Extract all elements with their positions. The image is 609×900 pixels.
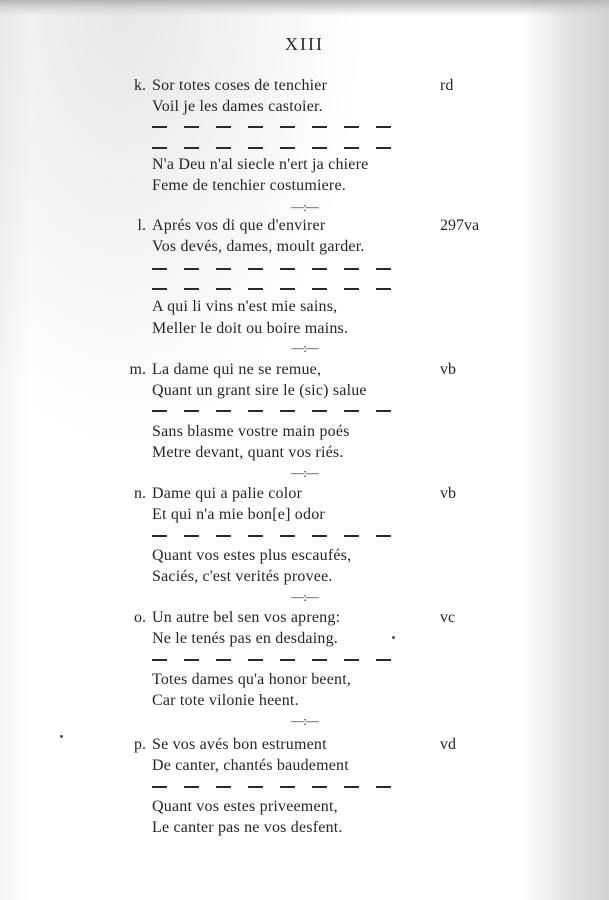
verse-line: La dame qui ne se remue, (152, 361, 322, 378)
stanza-label: l. (137, 217, 146, 234)
stanza-separator: —:— (291, 465, 318, 480)
verse-line: Le canter pas ne vos desfent. (152, 819, 343, 836)
manuscript-reference: 297va (440, 217, 480, 234)
paper-speck (392, 636, 395, 639)
verse-line: Et qui n'a mie bon[e] odor (152, 506, 325, 523)
manuscript-reference: vd (440, 736, 456, 753)
verse-line: Feme de tenchier costumiere. (152, 177, 346, 194)
paper-speck (60, 735, 63, 738)
verse-line: A qui li vins n'est mie sains, (152, 298, 338, 315)
stanza-label: o. (134, 609, 146, 626)
stanza-separator: —:— (291, 340, 318, 355)
verse-line: Se vos avés bon estrument (152, 736, 327, 753)
stanza-separator: —:— (291, 713, 318, 728)
page-number: XIII (285, 34, 324, 54)
verse-line: Quant vos estes priveement, (152, 798, 338, 815)
scan-shadow-right (549, 0, 609, 900)
manuscript-reference: vb (440, 361, 456, 378)
verse-line: Sans blasme vostre main poés (152, 423, 350, 440)
manuscript-reference: rd (440, 77, 454, 94)
verse-line: Vos devés, dames, moult garder. (152, 238, 365, 255)
verse-line: Totes dames qu'a honor beent, (152, 671, 352, 688)
verse-line: Sor totes coses de tenchier (152, 77, 328, 94)
stanza-label: n. (134, 485, 146, 502)
lacuna-dashes (152, 410, 408, 412)
verse-line: Saciés, c'est verités provee. (152, 568, 333, 585)
lacuna-dashes (152, 126, 408, 128)
lacuna-dashes (152, 147, 408, 149)
verse-line: Car tote vilonie heent. (152, 692, 299, 709)
verse-line: Meller le doit ou boire mains. (152, 320, 349, 337)
lacuna-dashes (152, 659, 408, 661)
stanza-label: m. (129, 361, 146, 378)
scan-shadow-top (0, 0, 609, 16)
verse-line: Quant vos estes plus escaufés, (152, 547, 352, 564)
verse-line: Dame qui a palie color (152, 485, 303, 502)
lacuna-dashes (152, 535, 408, 537)
verse-line: Quant un grant sire le (sic) salue (152, 382, 367, 399)
verse-line: Metre devant, quant vos riés. (152, 444, 344, 461)
lacuna-dashes (152, 288, 408, 290)
manuscript-reference: vb (440, 485, 456, 502)
verse-line: Ne le tenés pas en desdaing. (152, 630, 338, 647)
stanza-separator: —:— (291, 589, 318, 604)
stanza-label: p. (134, 736, 146, 753)
verse-line: Un autre bel sen vos apreng: (152, 609, 341, 626)
verse-line: N'a Deu n'al siecle n'ert ja chiere (152, 156, 369, 173)
verse-line: De canter, chantés baudement (152, 757, 349, 774)
manuscript-reference: vc (440, 609, 456, 626)
lacuna-dashes (152, 786, 408, 788)
lacuna-dashes (152, 268, 408, 270)
verse-line: Voil je les dames castoier. (152, 98, 323, 115)
stanza-label: k. (134, 77, 146, 94)
verse-line: Aprés vos di que d'envirer (152, 217, 326, 234)
stanza-separator: —:— (291, 199, 318, 214)
